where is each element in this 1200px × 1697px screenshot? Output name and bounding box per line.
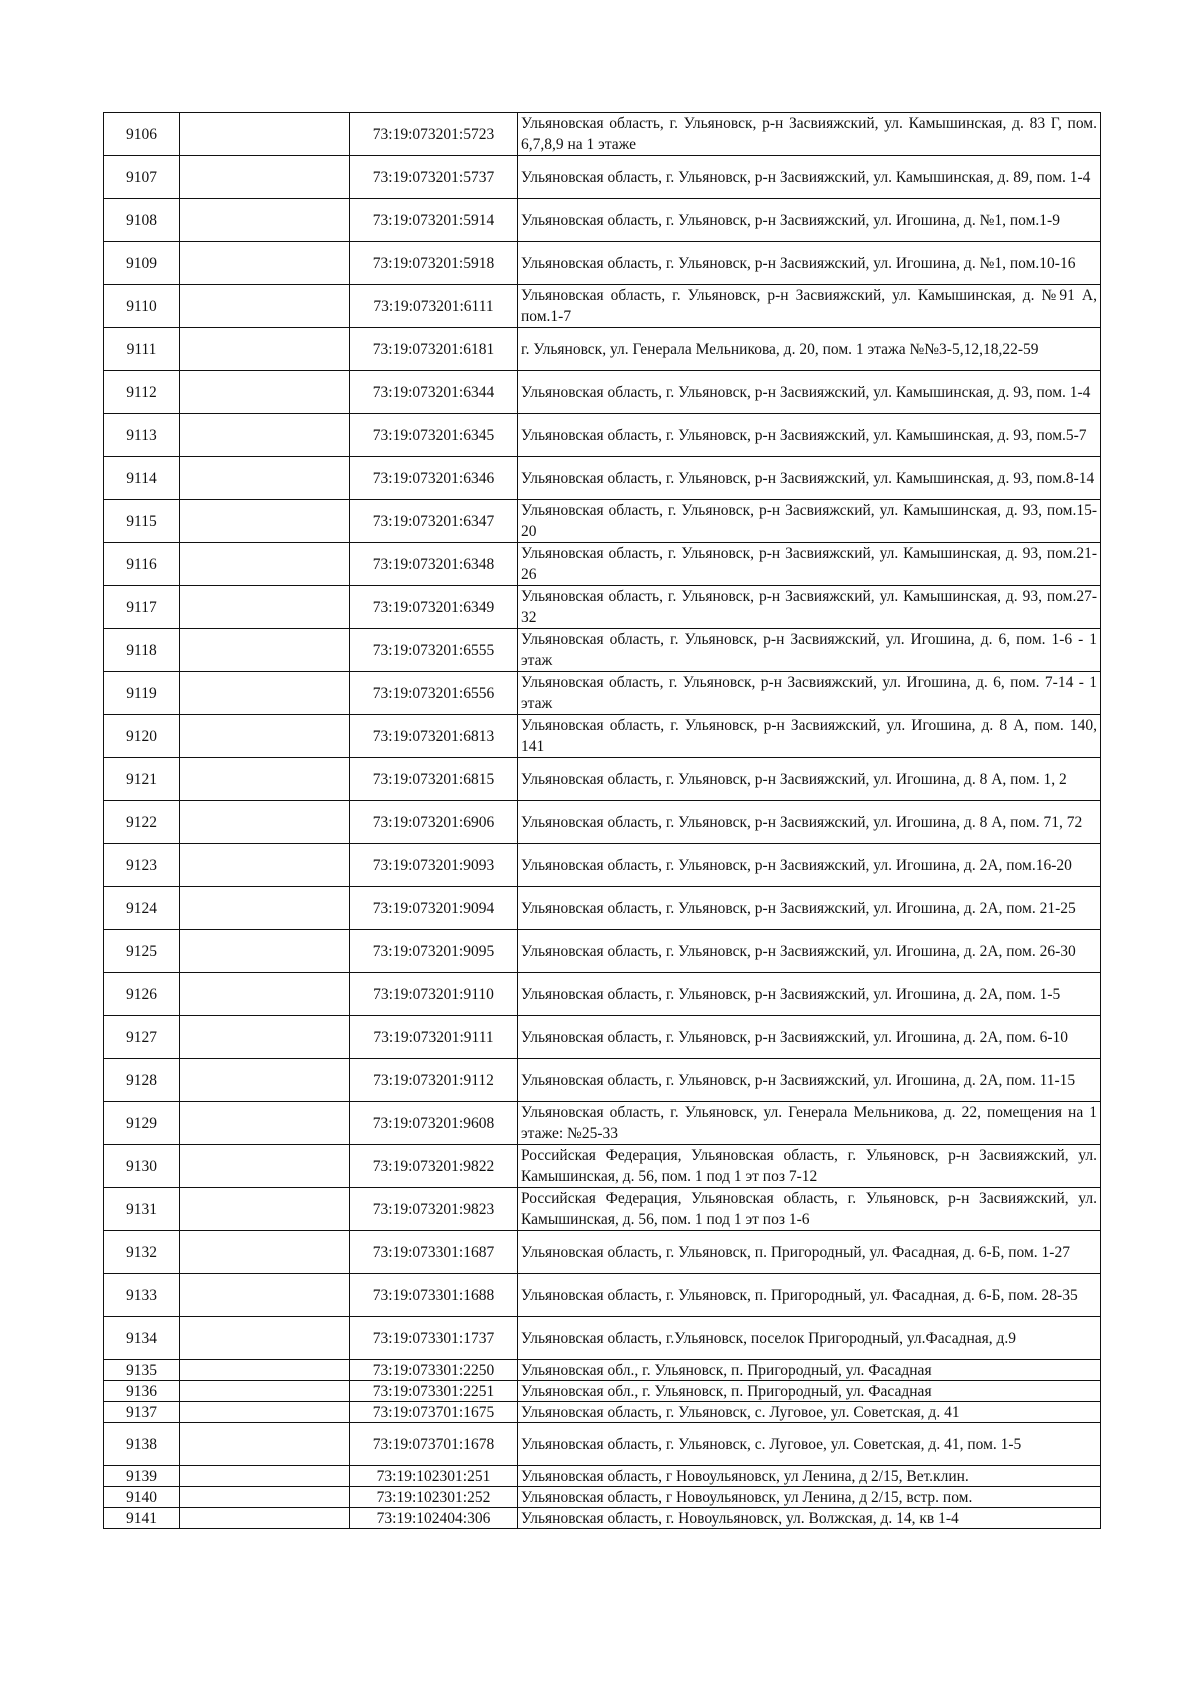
address-cell: Ульяновская область, г. Ульяновск, р-н Засвияжский, ул. Игошина, д. 6, пом. 7-14 - 1 этаж <box>518 672 1101 715</box>
blank-cell <box>180 1274 350 1317</box>
table-row <box>104 1466 1101 1487</box>
blank-cell <box>180 844 350 887</box>
address-cell: Ульяновская обл., г. Ульяновск, п. Пригородный, ул. Фасадная <box>518 1360 1101 1381</box>
cadastral-number-cell: 73:19:073701:1675 <box>350 1402 518 1423</box>
address-cell: Ульяновская область, г. Ульяновск, р-н Засвияжский, ул. Камышинская, д. №91 А, пом.1-7 <box>518 285 1101 328</box>
table-row <box>104 1402 1101 1423</box>
row-number-cell: 9124 <box>104 887 180 930</box>
address-cell: Ульяновская обл., г. Ульяновск, п. Пригородный, ул. Фасадная <box>518 1381 1101 1402</box>
cadastral-number-cell: 73:19:073701:1678 <box>350 1423 518 1466</box>
cadastral-number-cell: 73:19:102301:251 <box>350 1466 518 1487</box>
row-number-cell: 9116 <box>104 543 180 586</box>
address-cell: Ульяновская область, г. Ульяновск, р-н Засвияжский, ул. Камышинская, д. 93, пом.21-26 <box>518 543 1101 586</box>
table-row <box>104 801 1101 844</box>
address-cell: Ульяновская область, г. Ульяновск, р-н Засвияжский, ул. Игошина, д. 2А, пом. 6-10 <box>518 1016 1101 1059</box>
table-row <box>104 1188 1101 1231</box>
blank-cell <box>180 156 350 199</box>
blank-cell <box>180 930 350 973</box>
cadastral-number-cell: 73:19:073201:6345 <box>350 414 518 457</box>
address-cell: Российская Федерация, Ульяновская область, г. Ульяновск, р-н Засвияжский, ул. Камышинская, д. 56, пом. 1 под 1 эт поз 1-6 <box>518 1188 1101 1231</box>
row-number-cell: 9108 <box>104 199 180 242</box>
table-row <box>104 1381 1101 1402</box>
cadastral-number-cell: 73:19:073201:9823 <box>350 1188 518 1231</box>
cadastral-number-cell: 73:19:102404:306 <box>350 1508 518 1529</box>
cadastral-number-cell: 73:19:073201:6349 <box>350 586 518 629</box>
blank-cell <box>180 672 350 715</box>
blank-cell <box>180 1402 350 1423</box>
cadastral-number-cell: 73:19:073201:6815 <box>350 758 518 801</box>
cadastral-number-cell: 73:19:073301:1687 <box>350 1231 518 1274</box>
blank-cell <box>180 113 350 156</box>
address-cell: Ульяновская область, г. Ульяновск, р-н Засвияжский, ул. Игошина, д. 2А, пом. 1-5 <box>518 973 1101 1016</box>
cadastral-number-cell: 73:19:073201:9095 <box>350 930 518 973</box>
blank-cell <box>180 715 350 758</box>
blank-cell <box>180 1231 350 1274</box>
cadastral-number-cell: 73:19:073201:5918 <box>350 242 518 285</box>
row-number-cell: 9138 <box>104 1423 180 1466</box>
table-row <box>104 887 1101 930</box>
cadastral-number-cell: 73:19:073201:6813 <box>350 715 518 758</box>
blank-cell <box>180 973 350 1016</box>
blank-cell <box>180 1466 350 1487</box>
address-cell: Ульяновская область, г. Новоульяновск, ул. Волжская, д. 14, кв 1-4 <box>518 1508 1101 1529</box>
row-number-cell: 9126 <box>104 973 180 1016</box>
row-number-cell: 9125 <box>104 930 180 973</box>
address-cell: Ульяновская область, г. Ульяновск, р-н Засвияжский, ул. Камышинская, д. 93, пом.8-14 <box>518 457 1101 500</box>
cadastral-number-cell: 73:19:073301:1688 <box>350 1274 518 1317</box>
cadastral-number-cell: 73:19:073201:5737 <box>350 156 518 199</box>
blank-cell <box>180 801 350 844</box>
table-row <box>104 1102 1101 1145</box>
table-row <box>104 1145 1101 1188</box>
address-cell: Ульяновская область, г. Ульяновск, с. Луговое, ул. Советская, д. 41, пом. 1-5 <box>518 1423 1101 1466</box>
blank-cell <box>180 1508 350 1529</box>
cadastral-number-cell: 73:19:073301:1737 <box>350 1317 518 1360</box>
table-row <box>104 1423 1101 1466</box>
cadastral-number-cell: 73:19:073201:6347 <box>350 500 518 543</box>
address-cell: Ульяновская область, г. Ульяновск, р-н Засвияжский, ул. Игошина, д. 2А, пом. 26-30 <box>518 930 1101 973</box>
row-number-cell: 9135 <box>104 1360 180 1381</box>
blank-cell <box>180 1102 350 1145</box>
blank-cell <box>180 1381 350 1402</box>
table-row <box>104 156 1101 199</box>
blank-cell <box>180 586 350 629</box>
blank-cell <box>180 500 350 543</box>
row-number-cell: 9141 <box>104 1508 180 1529</box>
blank-cell <box>180 1360 350 1381</box>
row-number-cell: 9106 <box>104 113 180 156</box>
cadastral-number-cell: 73:19:073201:6348 <box>350 543 518 586</box>
table-row <box>104 543 1101 586</box>
row-number-cell: 9111 <box>104 328 180 371</box>
cadastral-number-cell: 73:19:073201:6111 <box>350 285 518 328</box>
cadastral-number-cell: 73:19:073201:6556 <box>350 672 518 715</box>
cadastral-number-cell: 73:19:073201:6906 <box>350 801 518 844</box>
row-number-cell: 9129 <box>104 1102 180 1145</box>
row-number-cell: 9127 <box>104 1016 180 1059</box>
table-row <box>104 1059 1101 1102</box>
blank-cell <box>180 328 350 371</box>
address-cell: Ульяновская область, г. Ульяновск, р-н Засвияжский, ул. Камышинская, д. 93, пом.5-7 <box>518 414 1101 457</box>
cadastral-number-cell: 73:19:073201:9094 <box>350 887 518 930</box>
blank-cell <box>180 371 350 414</box>
table-row <box>104 715 1101 758</box>
table-row <box>104 1016 1101 1059</box>
row-number-cell: 9122 <box>104 801 180 844</box>
cadastral-number-cell: 73:19:073201:9111 <box>350 1016 518 1059</box>
row-number-cell: 9132 <box>104 1231 180 1274</box>
blank-cell <box>180 1317 350 1360</box>
table-row <box>104 586 1101 629</box>
cadastral-number-cell: 73:19:073201:6181 <box>350 328 518 371</box>
table-row <box>104 844 1101 887</box>
cadastral-number-cell: 73:19:073201:9822 <box>350 1145 518 1188</box>
cadastral-number-cell: 73:19:102301:252 <box>350 1487 518 1508</box>
address-cell: Ульяновская область, г. Ульяновск, п. Пригородный, ул. Фасадная, д. 6-Б, пом. 28-35 <box>518 1274 1101 1317</box>
blank-cell <box>180 1487 350 1508</box>
cadastral-number-cell: 73:19:073201:5914 <box>350 199 518 242</box>
table-row <box>104 1360 1101 1381</box>
cadastral-number-cell: 73:19:073201:9110 <box>350 973 518 1016</box>
cadastral-number-cell: 73:19:073301:2251 <box>350 1381 518 1402</box>
blank-cell <box>180 887 350 930</box>
blank-cell <box>180 543 350 586</box>
row-number-cell: 9107 <box>104 156 180 199</box>
registry-table-body <box>104 113 1101 1529</box>
address-cell: Ульяновская область, г Новоульяновск, ул Ленина, д 2/15, Вет.клин. <box>518 1466 1101 1487</box>
table-row <box>104 1508 1101 1529</box>
cadastral-number-cell: 73:19:073301:2250 <box>350 1360 518 1381</box>
address-cell: Ульяновская область, г. Ульяновск, р-н Засвияжский, ул. Камышинская, д. 93, пом. 1-4 <box>518 371 1101 414</box>
table-row <box>104 199 1101 242</box>
row-number-cell: 9131 <box>104 1188 180 1231</box>
row-number-cell: 9118 <box>104 629 180 672</box>
row-number-cell: 9117 <box>104 586 180 629</box>
address-cell: Ульяновская область, г Новоульяновск, ул Ленина, д 2/15, встр. пом. <box>518 1487 1101 1508</box>
table-row <box>104 629 1101 672</box>
address-cell: Ульяновская область, г. Ульяновск, р-н Засвияжский, ул. Игошина, д. 2А, пом.16-20 <box>518 844 1101 887</box>
table-row <box>104 242 1101 285</box>
address-cell: Ульяновская область, г. Ульяновск, р-н Засвияжский, ул. Игошина, д. 2А, пом. 11-15 <box>518 1059 1101 1102</box>
address-cell: Ульяновская область, г. Ульяновск, р-н Засвияжский, ул. Камышинская, д. 93, пом.15-20 <box>518 500 1101 543</box>
row-number-cell: 9133 <box>104 1274 180 1317</box>
table-row <box>104 328 1101 371</box>
row-number-cell: 9119 <box>104 672 180 715</box>
blank-cell <box>180 199 350 242</box>
table-row <box>104 285 1101 328</box>
blank-cell <box>180 457 350 500</box>
row-number-cell: 9136 <box>104 1381 180 1402</box>
address-cell: Ульяновская область, г. Ульяновск, р-н Засвияжский, ул. Камышинская, д. 83 Г, пом. 6,7,8,9 на 1 этаже <box>518 113 1101 156</box>
table-row <box>104 500 1101 543</box>
address-cell: Российская Федерация, Ульяновская область, г. Ульяновск, р-н Засвияжский, ул. Камышинская, д. 56, пом. 1 под 1 эт поз 7-12 <box>518 1145 1101 1188</box>
address-cell: Ульяновская область, г. Ульяновск, с. Луговое, ул. Советская, д. 41 <box>518 1402 1101 1423</box>
cadastral-number-cell: 73:19:073201:9608 <box>350 1102 518 1145</box>
blank-cell <box>180 1016 350 1059</box>
table-row <box>104 371 1101 414</box>
blank-cell <box>180 629 350 672</box>
row-number-cell: 9139 <box>104 1466 180 1487</box>
table-row <box>104 672 1101 715</box>
address-cell: Ульяновская область, г. Ульяновск, р-н Засвияжский, ул. Игошина, д. №1, пом.1-9 <box>518 199 1101 242</box>
blank-cell <box>180 1188 350 1231</box>
address-cell: Ульяновская область, г. Ульяновск, п. Пригородный, ул. Фасадная, д. 6-Б, пом. 1-27 <box>518 1231 1101 1274</box>
cadastral-number-cell: 73:19:073201:6346 <box>350 457 518 500</box>
table-row <box>104 1231 1101 1274</box>
address-cell: Ульяновская область, г. Ульяновск, р-н Засвияжский, ул. Камышинская, д. 93, пом.27-32 <box>518 586 1101 629</box>
address-cell: Ульяновская область, г. Ульяновск, р-н Засвияжский, ул. Игошина, д. 8 А, пом. 140, 141 <box>518 715 1101 758</box>
table-row <box>104 930 1101 973</box>
table-row <box>104 758 1101 801</box>
address-cell: Ульяновская область, г. Ульяновск, р-н Засвияжский, ул. Игошина, д. 8 А, пом. 1, 2 <box>518 758 1101 801</box>
address-cell: Ульяновская область, г. Ульяновск, р-н Засвияжский, ул. Игошина, д. №1, пом.10-16 <box>518 242 1101 285</box>
registry-table <box>103 112 1101 1529</box>
address-cell: Ульяновская область, г. Ульяновск, р-н Засвияжский, ул. Игошина, д. 6, пом. 1-6 - 1 этаж <box>518 629 1101 672</box>
row-number-cell: 9113 <box>104 414 180 457</box>
row-number-cell: 9121 <box>104 758 180 801</box>
row-number-cell: 9137 <box>104 1402 180 1423</box>
address-cell: г. Ульяновск, ул. Генерала Мельникова, д. 20, пом. 1 этажа №№3-5,12,18,22-59 <box>518 328 1101 371</box>
table-row <box>104 1274 1101 1317</box>
blank-cell <box>180 1423 350 1466</box>
address-cell: Ульяновская область, г. Ульяновск, р-н Засвияжский, ул. Игошина, д. 2А, пом. 21-25 <box>518 887 1101 930</box>
address-cell: Ульяновская область, г. Ульяновск, р-н Засвияжский, ул. Игошина, д. 8 А, пом. 71, 72 <box>518 801 1101 844</box>
row-number-cell: 9109 <box>104 242 180 285</box>
row-number-cell: 9130 <box>104 1145 180 1188</box>
address-cell: Ульяновская область, г. Ульяновск, ул. Генерала Мельникова, д. 22, помещения на 1 этаже: №25-33 <box>518 1102 1101 1145</box>
blank-cell <box>180 1145 350 1188</box>
row-number-cell: 9110 <box>104 285 180 328</box>
blank-cell <box>180 242 350 285</box>
table-row <box>104 1317 1101 1360</box>
row-number-cell: 9112 <box>104 371 180 414</box>
cadastral-number-cell: 73:19:073201:9093 <box>350 844 518 887</box>
cadastral-number-cell: 73:19:073201:5723 <box>350 113 518 156</box>
table-row <box>104 1487 1101 1508</box>
table-row <box>104 457 1101 500</box>
cadastral-number-cell: 73:19:073201:6344 <box>350 371 518 414</box>
address-cell: Ульяновская область, г.Ульяновск, поселок Пригородный, ул.Фасадная, д.9 <box>518 1317 1101 1360</box>
cadastral-number-cell: 73:19:073201:9112 <box>350 1059 518 1102</box>
row-number-cell: 9128 <box>104 1059 180 1102</box>
row-number-cell: 9114 <box>104 457 180 500</box>
row-number-cell: 9123 <box>104 844 180 887</box>
blank-cell <box>180 1059 350 1102</box>
table-row <box>104 113 1101 156</box>
address-cell: Ульяновская область, г. Ульяновск, р-н Засвияжский, ул. Камышинская, д. 89, пом. 1-4 <box>518 156 1101 199</box>
row-number-cell: 9115 <box>104 500 180 543</box>
table-row <box>104 973 1101 1016</box>
table-row <box>104 414 1101 457</box>
blank-cell <box>180 414 350 457</box>
cadastral-number-cell: 73:19:073201:6555 <box>350 629 518 672</box>
row-number-cell: 9120 <box>104 715 180 758</box>
blank-cell <box>180 285 350 328</box>
row-number-cell: 9134 <box>104 1317 180 1360</box>
row-number-cell: 9140 <box>104 1487 180 1508</box>
blank-cell <box>180 758 350 801</box>
